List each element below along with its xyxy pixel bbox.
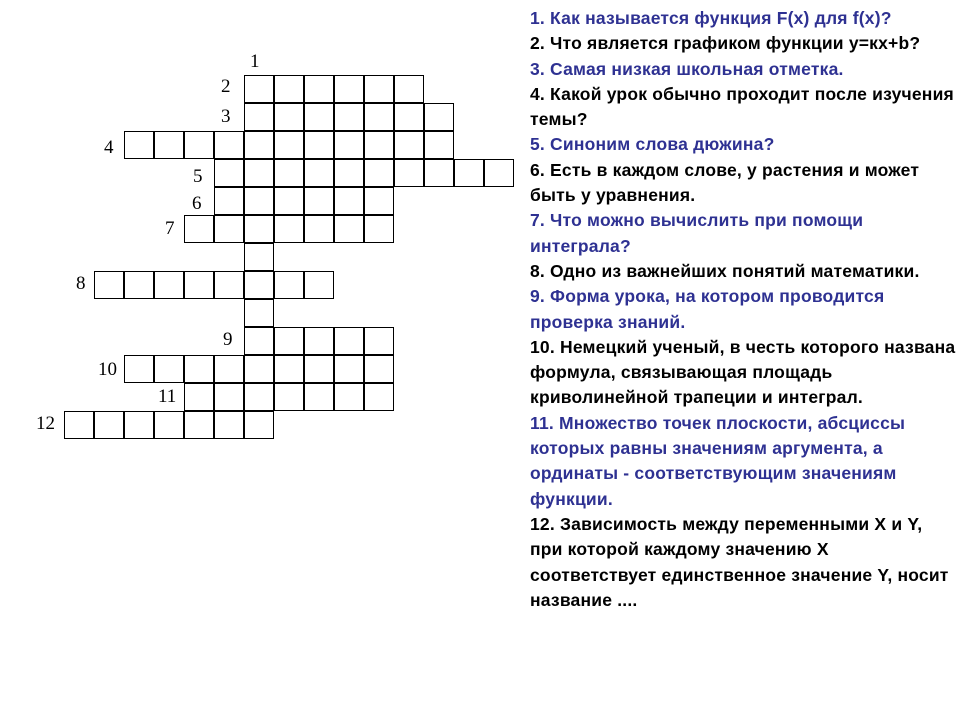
crossword-cell[interactable] (304, 75, 334, 103)
clue-number-1: 1 (250, 51, 260, 72)
crossword-cell[interactable] (184, 383, 214, 411)
crossword-cell[interactable] (274, 131, 304, 159)
clue-number-4: 4 (104, 137, 114, 158)
crossword-cell[interactable] (244, 383, 274, 411)
crossword-cell[interactable] (244, 75, 274, 103)
crossword-cell[interactable] (304, 383, 334, 411)
crossword-cell[interactable] (154, 411, 184, 439)
crossword-cell[interactable] (334, 131, 364, 159)
clue-10: 10. Немецкий ученый, в честь которого названа формула, связывающая площадь криволинейной трапеции и интеграл. (530, 336, 956, 408)
crossword-cell[interactable] (214, 131, 244, 159)
crossword-cell[interactable] (274, 215, 304, 243)
crossword-cell[interactable] (184, 215, 214, 243)
crossword-cell[interactable] (424, 159, 454, 187)
crossword-cell[interactable] (364, 159, 394, 187)
clue-8: 8. Одно из важнейших понятий математики. (530, 260, 920, 281)
crossword-cell[interactable] (304, 271, 334, 299)
clue-number-3: 3 (221, 106, 231, 127)
crossword-cell[interactable] (124, 131, 154, 159)
crossword-cell[interactable] (274, 355, 304, 383)
crossword-cell[interactable] (214, 187, 244, 215)
crossword-cell[interactable] (334, 103, 364, 131)
crossword-cell[interactable] (364, 215, 394, 243)
clue-2: 2. Что является графиком функции y=кx+b? (530, 33, 921, 54)
crossword-cell[interactable] (214, 411, 244, 439)
crossword-cell[interactable] (334, 383, 364, 411)
clue-number-8: 8 (76, 273, 86, 294)
crossword-cell[interactable] (184, 411, 214, 439)
crossword-cell[interactable] (304, 355, 334, 383)
crossword-cell[interactable] (244, 299, 274, 327)
clue-11: 11. Множество точек плоскости, абсциссы которых равны значениям аргумента, а ординаты - соответствующим значениям функции. (530, 412, 906, 509)
crossword-cell[interactable] (484, 159, 514, 187)
clue-number-12: 12 (36, 413, 55, 434)
crossword-cell[interactable] (274, 75, 304, 103)
crossword-cell[interactable] (244, 355, 274, 383)
crossword-cell[interactable] (214, 383, 244, 411)
crossword-cell[interactable] (364, 355, 394, 383)
crossword-cell[interactable] (454, 159, 484, 187)
crossword-cell[interactable] (184, 271, 214, 299)
crossword-cell[interactable] (124, 355, 154, 383)
crossword-cell[interactable] (274, 187, 304, 215)
crossword-cell[interactable] (304, 131, 334, 159)
crossword-cell[interactable] (364, 327, 394, 355)
crossword-cell[interactable] (334, 215, 364, 243)
crossword-cell[interactable] (214, 271, 244, 299)
crossword-cell[interactable] (274, 271, 304, 299)
crossword-cell[interactable] (424, 131, 454, 159)
crossword-cell[interactable] (94, 411, 124, 439)
crossword-cell[interactable] (364, 131, 394, 159)
crossword-cell[interactable] (364, 383, 394, 411)
clue-list (530, 6, 956, 613)
crossword-cell[interactable] (334, 75, 364, 103)
crossword-cell[interactable] (364, 75, 394, 103)
crossword-cell[interactable] (244, 411, 274, 439)
crossword-cell[interactable] (274, 327, 304, 355)
clue-number-7: 7 (165, 218, 175, 239)
crossword-cell[interactable] (334, 327, 364, 355)
crossword-cell[interactable] (244, 131, 274, 159)
crossword-cell[interactable] (394, 159, 424, 187)
crossword-cell[interactable] (124, 271, 154, 299)
crossword-cell[interactable] (244, 187, 274, 215)
crossword-cell[interactable] (244, 159, 274, 187)
crossword-cell[interactable] (364, 187, 394, 215)
crossword-cell[interactable] (154, 355, 184, 383)
crossword-cell[interactable] (424, 103, 454, 131)
clue-number-2: 2 (221, 76, 231, 97)
crossword-cell[interactable] (184, 131, 214, 159)
clue-1: 1. Как называется функция F(x) для f(x)? (530, 8, 892, 28)
clue-6: 6. Есть в каждом слове, у растения и может быть у уравнения. (530, 159, 920, 206)
clue-number-9: 9 (223, 329, 233, 350)
clue-4: 4. Какой урок обычно проходит после изучения темы? (530, 83, 954, 130)
crossword-cell[interactable] (274, 159, 304, 187)
crossword-cell[interactable] (394, 131, 424, 159)
crossword-cell[interactable] (394, 75, 424, 103)
clue-12: 12. Зависимость между переменными X и Y, при которой каждому значению X соответствует единственное значение Y, носит название .... (530, 513, 949, 610)
crossword-cell[interactable] (214, 215, 244, 243)
crossword-cell[interactable] (154, 271, 184, 299)
crossword-cell[interactable] (94, 271, 124, 299)
clue-number-5: 5 (193, 166, 203, 187)
crossword-cell[interactable] (184, 355, 214, 383)
crossword-cell[interactable] (334, 159, 364, 187)
crossword-cell[interactable] (64, 411, 94, 439)
crossword-cell[interactable] (214, 355, 244, 383)
clue-5: 5. Синоним слова дюжина? (530, 134, 775, 155)
crossword-cell[interactable] (274, 383, 304, 411)
crossword-cell[interactable] (394, 103, 424, 131)
crossword-cell[interactable] (304, 103, 334, 131)
crossword-cell[interactable] (334, 187, 364, 215)
crossword-cell[interactable] (304, 187, 334, 215)
crossword-cell[interactable] (124, 411, 154, 439)
crossword-cell[interactable] (214, 159, 244, 187)
clue-7: 7. Что можно вычислить при помощи интеграла? (530, 210, 864, 256)
clue-number-10: 10 (98, 359, 117, 380)
crossword-cell[interactable] (304, 327, 334, 355)
crossword-cell[interactable] (334, 355, 364, 383)
clue-9: 9. Форма урока, на котором проводится проверка знаний. (530, 286, 885, 332)
crossword-cell[interactable] (244, 271, 274, 299)
clue-number-11: 11 (158, 386, 177, 407)
crossword-cell[interactable] (304, 215, 334, 243)
clue-number-6: 6 (192, 193, 202, 214)
crossword-cell[interactable] (244, 215, 274, 243)
crossword-cell[interactable] (244, 103, 274, 131)
crossword-cell[interactable] (364, 103, 394, 131)
clue-3: 3. Самая низкая школьная отметка. (530, 58, 844, 79)
crossword-cell[interactable] (274, 103, 304, 131)
crossword-cell[interactable] (154, 131, 184, 159)
crossword-cell[interactable] (244, 327, 274, 355)
crossword-cell[interactable] (304, 159, 334, 187)
crossword-cell[interactable] (244, 243, 274, 271)
